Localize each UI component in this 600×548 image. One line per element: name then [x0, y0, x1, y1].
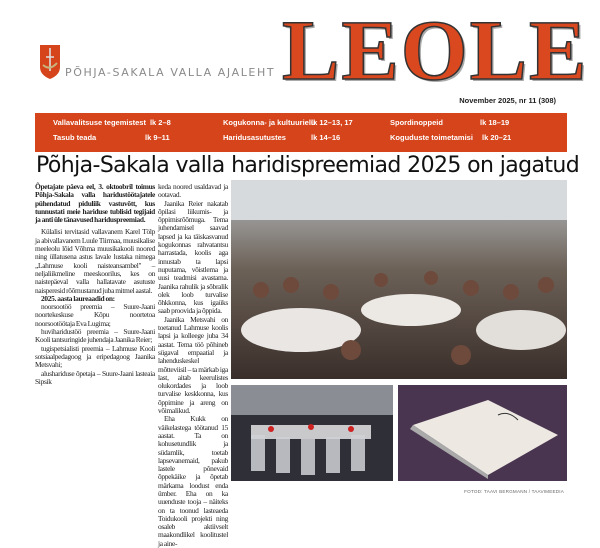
article-column-1 — [35, 183, 155, 386]
masthead-tagline: PÕHJA-SAKALA VALLA AJALEHT — [65, 66, 276, 79]
laureate-item: huviharidustöö preemia – Suure-Jaani Kooli tantsuringide juhendaja Jaanika Reier; — [35, 327, 155, 345]
contents-pages: lk 12–13, 17 — [311, 118, 353, 127]
masthead-title: LEOLE — [282, 2, 589, 98]
contents-label: Vallavalitsuse tegemistest — [53, 118, 146, 127]
contents-pages: lk 18–19 — [480, 118, 510, 127]
paragraph: Jaanika Reier nakatab õpilasi liikumis- ja õppimisrõõmuga. Tema juhendamisel saavad lapsed ja ka täiskasvanud kogukonnas rahvatantsu harrastada, koolis aga innustab ta lapsi nuputama, võistlema ja uusi teadmisi avastama. Jaanika rahulik ja sõbralik olek loob turvalise õhkkonna, kus igaüks saab proovida ja õppida. — [158, 198, 228, 316]
paragraph: Külalisi tervitasid vallavanem Karel Tölp ja abivallavanem Luule Tiirmaa, muusikalise meeleolu lõid Võhma muusikakooli noored ning üllatusena astus lavale lustaka nimega „Lahmuse kooli naisteansambel" – neljaliikmeline meeskoorilus, kes on naistepäeval valla hallatavate asutuste naisperesid rõõmustanud juba mitmel aastal. — [35, 227, 155, 295]
headline: Põhja-Sakala valla haridispreemiad 2025 on jagatud — [36, 153, 580, 178]
contents-bar — [35, 113, 567, 152]
laureate-item: tugispetsialisti preemia – Lahmuse Kooli sotsiaalpedagoog ja eripedagoog Jaanika Metsvahi; — [35, 343, 155, 370]
contents-item[interactable] — [390, 118, 510, 127]
paragraph: keda noored usaldavad ja ootavad. — [158, 182, 228, 200]
paragraph: Jaanika Metsvahi on toetanud Lahmuse koolis lapsi ja kolleege juba 34 aastat. Tema töö põhineb sügaval empaatial ja lahenduskeskel mõtteviisil – ta märkab iga last, aitab keerulistes olukordades ja loob turvalise keskkonna, kus õppimine ja areng on võimalikud. — [158, 314, 228, 416]
lead-paragraph: Õpetajate päeva eel, 3. oktoobril toimus Põhja-Sakala valla haridustöötajatele pühendatud piduliik vastuvõtt, kus tunnustati meie hariduse tublisid tegijaid ja anti üle tänavused hariduspreemiad. — [35, 182, 155, 225]
awards-photo — [231, 385, 393, 481]
contents-label: Spordinoppeid — [390, 118, 443, 127]
contents-pages: lk 14–16 — [311, 133, 341, 142]
article-column-2 — [158, 183, 228, 548]
contents-item[interactable] — [53, 133, 170, 142]
photo-credit: FOTOD: TAAVI BERGMANN / TAAVIMEEDIA — [464, 489, 564, 494]
contents-item[interactable] — [53, 118, 171, 127]
contents-label: Koguduste toimetamisi — [390, 133, 473, 142]
ceremony-hall-photo — [231, 180, 567, 379]
contents-item[interactable] — [223, 133, 341, 142]
issue-info: November 2025, nr 11 (308) — [459, 96, 556, 105]
contents-label: Kogukonna- ja kultuurielu — [223, 118, 316, 127]
paragraph: 2025. aasta laureaadid on: — [41, 293, 115, 303]
contents-pages: lk 2–8 — [149, 118, 171, 127]
contents-label: Tasub teada — [53, 133, 97, 142]
contents-item[interactable] — [223, 118, 353, 127]
contents-label: Haridusasutustes — [223, 133, 286, 142]
coat-of-arms-logo — [40, 45, 60, 79]
laureate-item: noorsootöö preemia – Suure-Jaani noortekeskuse Kõpu noortetoa noorsootöötaja Eva Lugima; — [35, 302, 155, 328]
contents-pages: lk 20–21 — [482, 133, 512, 142]
laureate-item: alushariduse õpetaja – Suure-Jaani lasteaia Sipsik — [35, 368, 155, 386]
paragraph: Eha Kukk on väikelastega töötanud 15 aastat. Ta on kohusetundlik ja südamlik, toetab lapsevanemaid, pakub lastele põnevaid õppekäike ja õpetab märkama loodust enda ümber. Eha on ka uuenduste tooja – näiteks on ta toonud lasteaeda Toidukooli projekti ning osaleb aktiivselt maakondlikel koolitustel ja aine- — [158, 414, 228, 548]
guestbook-photo — [398, 385, 567, 481]
contents-item[interactable] — [390, 133, 512, 142]
contents-pages: lk 9–11 — [145, 133, 170, 142]
